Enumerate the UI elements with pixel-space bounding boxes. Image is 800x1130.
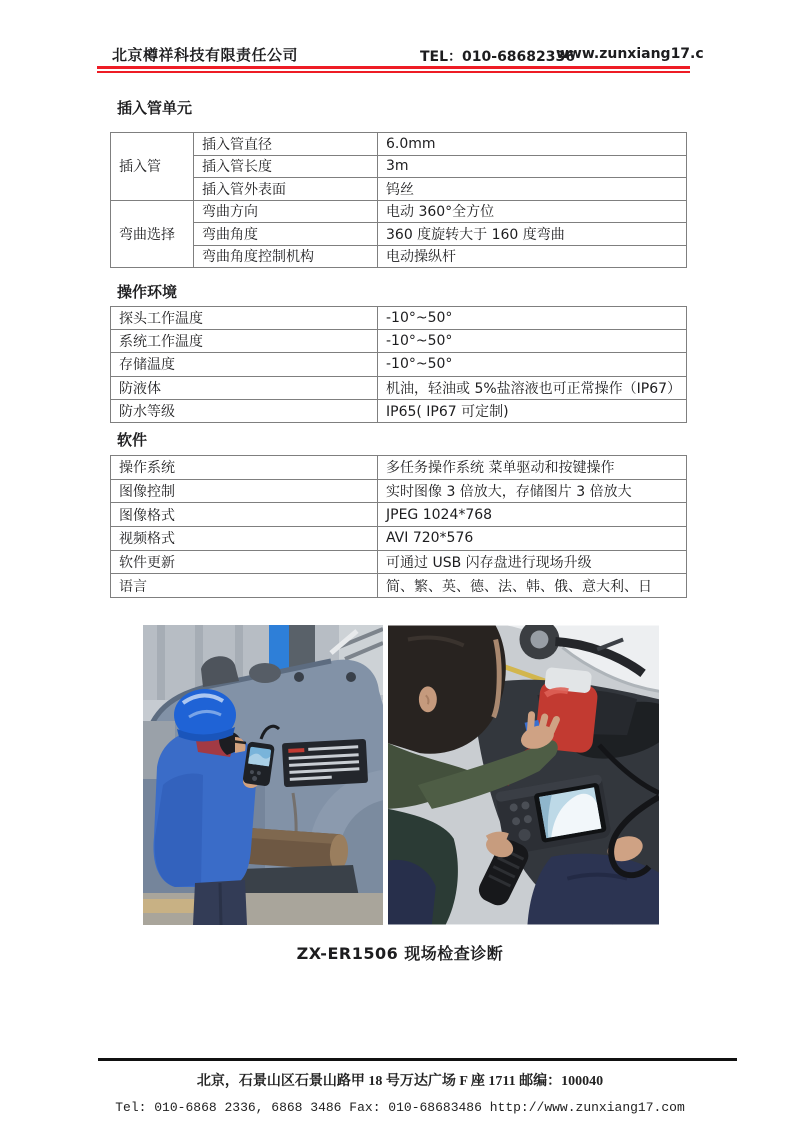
footer-contact: Tel: 010-6868 2336, 6868 3486 Fax: 010-68683486 http://www.zunxiang17.com — [115, 1100, 685, 1115]
spec-value-cell: JPEG 1024*768 — [378, 503, 687, 527]
spec-value-cell: 简、繁、英、德、法、韩、俄、意大利、日 — [378, 574, 687, 598]
spec-label-cell: 防液体 — [111, 376, 378, 399]
table-row — [111, 223, 687, 246]
spec-label-cell: 弯曲角度控制机构 — [194, 245, 378, 268]
spec-value-cell: 钨丝 — [378, 178, 687, 201]
spec-value-cell: 可通过 USB 闪存盘进行现场升级 — [378, 550, 687, 574]
table-row — [111, 503, 687, 527]
spec-label-cell: 语言 — [111, 574, 378, 598]
spec-label-cell: 插入管外表面 — [194, 178, 378, 201]
table-row — [111, 155, 687, 178]
header-divider — [97, 66, 690, 73]
table-row — [111, 456, 687, 480]
spec-label-cell: 插入管长度 — [194, 155, 378, 178]
photo-vehicle-engine-inspection — [388, 625, 659, 925]
photo-row — [143, 625, 659, 925]
table-row — [111, 353, 687, 376]
spec-label-cell: 弯曲方向 — [194, 200, 378, 223]
spec-value-cell: -10°~50° — [378, 353, 687, 376]
spec-value-cell: 电动 360°全方位 — [378, 200, 687, 223]
spec-label-cell: 探头工作温度 — [111, 307, 378, 330]
spec-label-cell: 防水等级 — [111, 399, 378, 422]
table-row — [111, 178, 687, 201]
operating-environment-spec-table — [110, 306, 687, 423]
spec-value-cell: IP65( IP67 可定制) — [378, 399, 687, 422]
spec-value-cell: 6.0mm — [378, 133, 687, 156]
spec-value-cell: 3m — [378, 155, 687, 178]
table-row — [111, 574, 687, 598]
spec-value-cell: -10°~50° — [378, 307, 687, 330]
spec-value-cell: -10°~50° — [378, 330, 687, 353]
header-phone: TEL：010-68682336 — [420, 49, 575, 65]
table-row — [111, 550, 687, 574]
spec-label-cell: 存储温度 — [111, 353, 378, 376]
spec-label-cell: 软件更新 — [111, 550, 378, 574]
spec-group-cell: 插入管 — [111, 133, 194, 201]
table-row — [111, 200, 687, 223]
spec-value-cell: 多任务操作系统 菜单驱动和按键操作 — [378, 456, 687, 480]
photo-caption: ZX-ER1506 现场检查诊断 — [296, 944, 504, 963]
table-row — [111, 245, 687, 268]
spec-label-cell: 系统工作温度 — [111, 330, 378, 353]
footer-address: 北京，石景山区石景山路甲 18 号万达广场 F 座 1711 邮编：100040 — [196, 1074, 604, 1089]
spec-value-cell: 机油，轻油或 5%盐溶液也可正常操作（IP67） — [378, 376, 687, 399]
vehicle-inspection-illustration — [388, 625, 659, 925]
software-spec-table — [110, 455, 687, 598]
table-row — [111, 527, 687, 551]
spec-value-cell: 电动操纵杆 — [378, 245, 687, 268]
header-website: www.zunxiang17.c — [556, 46, 704, 62]
section-title-insertion-tube: 插入管单元 — [117, 99, 193, 117]
spec-label-cell: 图像格式 — [111, 503, 378, 527]
spec-label-cell: 图像控制 — [111, 479, 378, 503]
insertion-tube-spec-table — [110, 132, 687, 268]
industrial-inspection-illustration — [143, 625, 383, 925]
table-row — [111, 376, 687, 399]
table-row — [111, 479, 687, 503]
photo-industrial-motor-inspection — [143, 625, 383, 925]
spec-value-cell: 实时图像 3 倍放大，存储图片 3 倍放大 — [378, 479, 687, 503]
spec-label-cell: 弯曲角度 — [194, 223, 378, 246]
table-row — [111, 399, 687, 422]
section-title-operating-environment: 操作环境 — [117, 283, 178, 301]
table-row — [111, 133, 687, 156]
spec-group-cell: 弯曲选择 — [111, 200, 194, 268]
spec-label-cell: 插入管直径 — [194, 133, 378, 156]
spec-label-cell: 视频格式 — [111, 527, 378, 551]
footer-divider — [98, 1058, 737, 1061]
company-name: 北京樽祥科技有限责任公司 — [112, 46, 299, 64]
section-title-software: 软件 — [117, 431, 148, 449]
table-row — [111, 330, 687, 353]
spec-label-cell: 操作系统 — [111, 456, 378, 480]
spec-value-cell: 360 度旋转大于 160 度弯曲 — [378, 223, 687, 246]
table-row — [111, 307, 687, 330]
spec-value-cell: AVI 720*576 — [378, 527, 687, 551]
